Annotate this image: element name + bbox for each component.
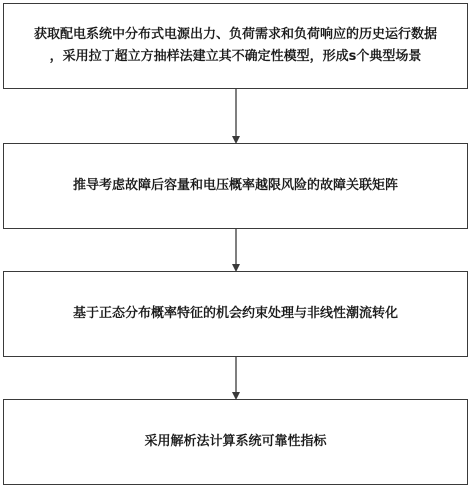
step-2-text: 推导考虑故障后容量和电压概率越限风险的故障关联矩阵 [72, 178, 398, 193]
flow-step-3 [3, 271, 468, 357]
flow-step-4 [3, 399, 468, 485]
flow-step-1 [3, 3, 468, 89]
step-4-text: 采用解析法计算系统可靠性指标 [144, 434, 327, 449]
step-3-text: 基于正态分布概率特征的机会约束处理与非线性潮流转化 [72, 306, 398, 321]
flow-step-2 [3, 143, 468, 229]
step-1-line-1: 获取配电系统中分布式电源出力、负荷需求和负荷响应的历史运行数据 [33, 27, 437, 42]
step-1-line-2: ，采用拉丁超立方抽样法建立其不确定性模型，形成s个典型场景 [49, 49, 422, 64]
